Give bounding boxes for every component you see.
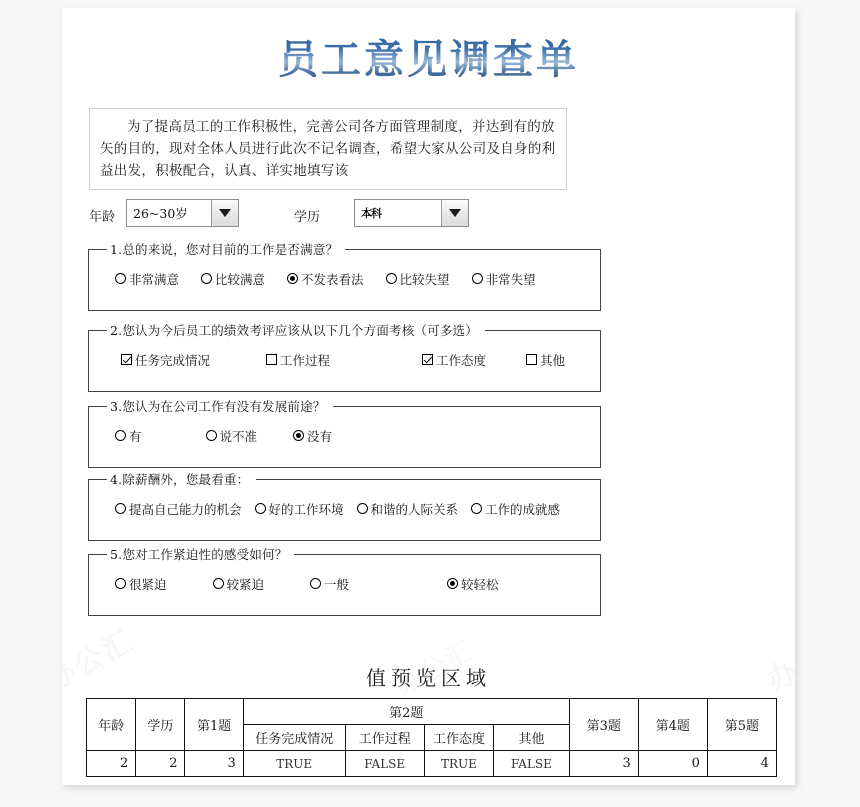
cell-age: 2 [87,751,136,777]
radio-icon[interactable] [115,578,126,589]
radio-icon[interactable] [471,503,482,514]
radio-icon[interactable] [115,273,126,284]
cell-q4: 0 [638,751,707,777]
question-4-legend: 4.除薪酬外，您最看重： [110,472,250,487]
radio-icon[interactable] [206,430,217,441]
option-q3-2[interactable] [293,427,332,445]
radio-icon[interactable] [310,578,321,589]
radio-icon[interactable] [357,503,368,514]
option-q1-3[interactable] [386,270,450,288]
radio-icon[interactable] [213,578,224,589]
option-label: 非常失望 [485,271,536,287]
radio-icon-selected[interactable] [293,430,304,441]
option-label: 其他 [540,352,566,368]
cell-education: 2 [136,751,185,777]
option-label: 工作过程 [280,352,331,368]
header-education: 学历 [136,699,185,751]
radio-icon-selected[interactable] [287,273,298,284]
header-q1: 第1题 [185,699,243,751]
question-3-legend: 3.您认为在公司工作有没有发展前途？ [110,399,326,414]
radio-icon[interactable] [201,273,212,284]
header-q3: 第3题 [569,699,638,751]
option-label: 和谐的人际关系 [370,501,459,517]
option-q3-1[interactable] [206,427,258,445]
header-age: 年龄 [87,699,136,751]
question-2 [88,321,601,392]
option-q5-2[interactable] [310,575,349,593]
option-label: 工作态度 [436,352,487,368]
option-label: 不发表看法 [301,271,364,287]
radio-icon[interactable] [115,503,126,514]
header-q2: 第2题 [243,699,569,725]
question-3 [88,397,601,468]
header-q5: 第5题 [707,699,776,751]
question-1 [88,240,601,311]
checkbox-icon[interactable] [266,354,277,365]
option-q1-2[interactable] [287,270,364,288]
question-5-options [101,569,588,605]
age-label: 年龄 [89,210,116,225]
preview-section-title: 值预览区域 [366,666,491,690]
option-label: 一般 [324,576,350,592]
table-header-row-1 [87,699,777,725]
education-label: 学历 [294,210,321,225]
cell-q1: 3 [185,751,243,777]
value-preview-table [86,698,777,777]
cell-q2-0: TRUE [243,751,345,777]
checkbox-icon-checked[interactable] [121,354,132,365]
cell-q2-1: FALSE [345,751,424,777]
option-label: 比较失望 [399,271,450,287]
option-label: 说不准 [219,428,258,444]
cell-q2-3: FALSE [494,751,569,777]
option-label: 非常满意 [129,271,180,287]
option-q2-2[interactable] [422,351,486,369]
checkbox-icon-checked[interactable] [422,354,433,365]
option-label: 任务完成情况 [135,352,211,368]
option-q1-0[interactable] [115,270,179,288]
document-page [62,8,795,785]
option-label: 好的工作环境 [268,501,344,517]
radio-icon[interactable] [472,273,483,284]
checkbox-icon[interactable] [526,354,537,365]
option-label: 提高自己能力的机会 [129,501,242,517]
question-2-options [101,345,588,381]
header-q2-sub-3: 其他 [494,725,569,751]
option-q4-2[interactable] [357,500,459,518]
option-q3-0[interactable] [115,427,142,445]
age-dropdown[interactable] [126,199,239,227]
option-q4-0[interactable] [115,500,242,518]
question-5-legend: 5.您对工作紧迫性的感受如何？ [110,547,288,562]
education-dropdown[interactable] [354,199,469,227]
option-q5-3[interactable] [447,575,499,593]
option-label: 较轻松 [461,576,499,592]
header-q2-sub-1: 工作过程 [345,725,424,751]
chevron-down-icon[interactable] [441,200,468,226]
option-label: 较紧迫 [226,576,265,592]
chevron-down-icon[interactable] [211,200,238,226]
option-q1-1[interactable] [201,270,265,288]
question-1-legend: 1.总的来说，您对目前的工作是否满意？ [110,242,339,257]
cell-q5: 4 [707,751,776,777]
radio-icon[interactable] [115,430,126,441]
header-q2-sub-0: 任务完成情况 [243,725,345,751]
question-2-legend: 2.您认为今后员工的绩效考评应该从以下几个方面考核（可多选） [110,323,478,338]
radio-icon-selected[interactable] [447,578,458,589]
cell-q2-2: TRUE [424,751,494,777]
intro-paragraph: 为了提高员工的工作积极性，完善公司各方面管理制度，并达到有的放矢的目的，现对全体人员进行此次不记名调查，希望大家从公司及自身的利益出发，积极配合，认真、详实地填写该 [89,108,567,190]
header-q2-sub-2: 工作态度 [424,725,494,751]
option-q1-4[interactable] [472,270,536,288]
table-row [87,751,777,777]
option-label: 工作的成就感 [485,501,561,517]
question-5 [88,545,601,616]
age-value: 26~30岁 [133,206,188,221]
header-q4: 第4题 [638,699,707,751]
radio-icon[interactable] [255,503,266,514]
profile-row [89,196,729,234]
option-label: 比较满意 [215,271,266,287]
question-3-options [101,421,588,457]
option-label: 没有 [307,428,333,444]
option-q2-3[interactable] [526,351,565,369]
option-q2-1[interactable] [266,351,330,369]
option-q2-0[interactable] [121,351,210,369]
question-4 [88,470,601,541]
question-4-options [101,494,588,530]
cell-q3: 3 [569,751,638,777]
option-q4-1[interactable] [255,500,344,518]
education-value: 本科 [361,207,381,220]
radio-icon[interactable] [386,273,397,284]
page-title: 员工意见调查单 [62,28,795,85]
option-q5-0[interactable] [115,575,167,593]
option-label: 很紧迫 [129,576,167,592]
option-q4-3[interactable] [471,500,560,518]
option-q5-1[interactable] [213,575,265,593]
option-label: 有 [129,428,142,444]
question-1-options [101,264,588,300]
